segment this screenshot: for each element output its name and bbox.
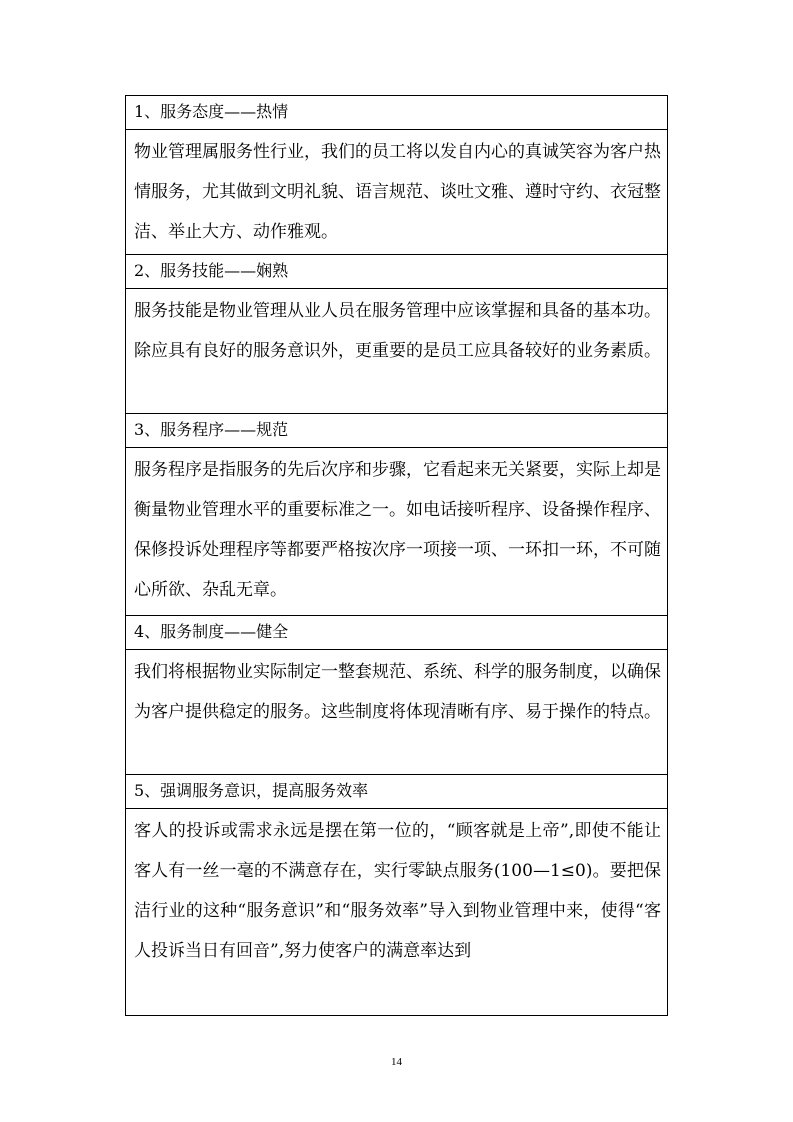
section-heading-row xyxy=(126,255,668,289)
section-body-service-skills: 服务技能是物业管理从业人员在服务管理中应该掌握和具备的基本功。除应具有良好的服务意识外，更重要的是员工应具备较好的业务素质。 xyxy=(126,289,668,414)
page-number: 14 xyxy=(391,1056,402,1068)
section-body-service-attitude: 物业管理属服务性行业，我们的员工将以发自内心的真诚笑容为客户热情服务，尤其做到文明礼貌、语言规范、谈吐文雅、遵时守约、衣冠整洁、举止大方、动作雅观。 xyxy=(126,130,668,255)
section-heading-service-procedure: 3、服务程序——规范 xyxy=(126,414,668,448)
section-heading-row xyxy=(126,414,668,448)
section-body-row xyxy=(126,130,668,255)
section-body-row xyxy=(126,809,668,1016)
section-heading-row xyxy=(126,616,668,650)
section-heading-row xyxy=(126,775,668,809)
section-heading-service-awareness: 5、强调服务意识，提高服务效率 xyxy=(126,775,668,809)
content-table xyxy=(125,95,668,1016)
section-body-service-awareness: 客人的投诉或需求永远是摆在第一位的，“顾客就是上帝”,即使不能让客人有一丝一毫的不满意存在，实行零缺点服务(100—1≤0)。要把保洁行业的这种“服务意识”和“服务效率”导入到物业管理中来，使得“客人投诉当日有回音”,努力使客户的满意率达到 xyxy=(126,809,668,1016)
section-body-row xyxy=(126,650,668,775)
section-heading-service-attitude: 1、服务态度——热情 xyxy=(126,96,668,130)
section-body-row xyxy=(126,448,668,616)
section-heading-service-system: 4、服务制度——健全 xyxy=(126,616,668,650)
section-body-service-system: 我们将根据物业实际制定一整套规范、系统、科学的服务制度，以确保为客户提供稳定的服务。这些制度将体现清晰有序、易于操作的特点。 xyxy=(126,650,668,775)
section-body-row xyxy=(126,289,668,414)
section-body-service-procedure: 服务程序是指服务的先后次序和步骤，它看起来无关紧要，实际上却是衡量物业管理水平的重要标准之一。如电话接听程序、设备操作程序、保修投诉处理程序等都要严格按次序一项接一项、一环扣一环，不可随心所欲、杂乱无章。 xyxy=(126,448,668,616)
section-heading-row xyxy=(126,96,668,130)
section-heading-service-skills: 2、服务技能——娴熟 xyxy=(126,255,668,289)
